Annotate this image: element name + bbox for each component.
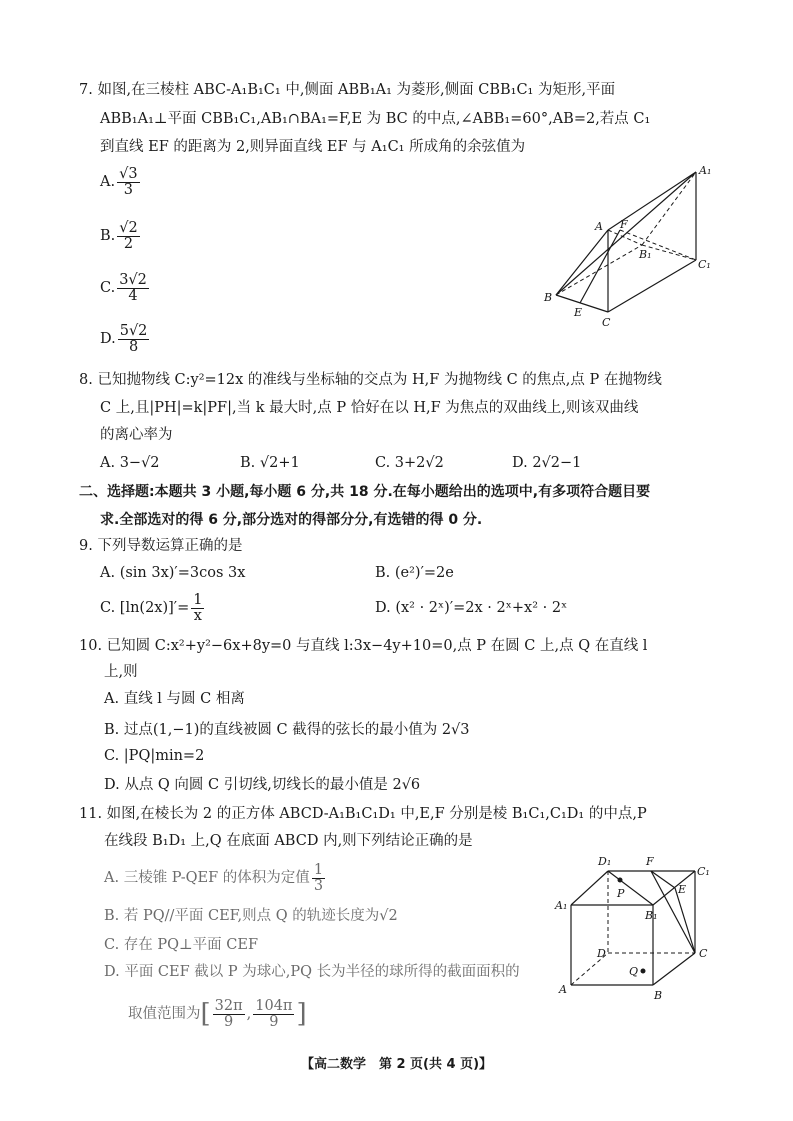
q7-option-d: D. $\frac{5√2}{8}$ — [100, 322, 148, 355]
label-a1: A₁ — [699, 164, 712, 177]
label-a: A — [595, 220, 603, 233]
label-a: A — [559, 983, 567, 996]
q11-option-b: B. 若 PQ//平面 CEF,则点 Q 的轨迹长度为√2 — [104, 908, 398, 924]
label-c: C — [602, 316, 611, 329]
q11-line-1: 11. 如图,在棱长为 2 的正方体 ABCD-A₁B₁C₁D₁ 中,E,F 分别是棱 B₁C₁,C₁D₁ 的中点,P — [79, 806, 647, 822]
q8-option-a: A. 3−√2 — [100, 455, 160, 471]
q10-line-2: 上,则 — [104, 664, 138, 680]
label-q: Q — [629, 965, 639, 978]
q9-option-a: A. (sin 3x)′=3cos 3x — [100, 565, 246, 581]
q8-option-d: D. 2√2−1 — [512, 455, 582, 471]
label-c: C — [699, 947, 708, 960]
q7-line-3: 到直线 EF 的距离为 2,则异面直线 EF 与 A₁C₁ 所成角的余弦值为 — [100, 139, 526, 155]
q7-prism-figure — [540, 160, 730, 335]
q7-line-2: ABB₁A₁⊥平面 CBB₁C₁,AB₁∩BA₁=F,E 为 BC 的中点,∠ABB₁=60°,AB=2,若点 C₁ — [100, 111, 651, 127]
q11-option-d-line-2: 取值范围为[ $\frac{32\pi}{9}$ , $\frac{104\pi}{9}$ ] — [128, 997, 307, 1030]
q8-line-1: 8. 已知抛物线 C:y²=12x 的准线与坐标轴的交点为 H,F 为抛物线 C 的焦点,点 P 在抛物线 — [79, 372, 662, 388]
q11-option-a: A. 三棱锥 P-QEF 的体积为定值 $\frac{1}{3}$ — [104, 861, 324, 894]
section-2-header-line-2: 求.全部选对的得 6 分,部分选对的得部分分,有选错的得 0 分. — [100, 512, 483, 528]
label-c1: C₁ — [697, 865, 710, 878]
q11-option-c: C. 存在 PQ⊥平面 CEF — [104, 937, 259, 953]
q7-option-b: B. $\frac{√2}{2}$ — [100, 219, 138, 252]
q10-option-a: A. 直线 l 与圆 C 相离 — [104, 691, 245, 707]
page-footer: 【高二数学 第 2 页(共 4 页)】 — [300, 1057, 493, 1072]
label-a1: A₁ — [555, 899, 568, 912]
q8-option-b: B. √2+1 — [240, 455, 300, 471]
q8-line-2: C 上,且|PH|=k|PF|,当 k 最大时,点 P 恰好在以 H,F 为焦点的双曲线上,则该双曲线 — [100, 400, 639, 416]
label-d: D — [597, 947, 606, 960]
q8-option-c: C. 3+2√2 — [375, 455, 444, 471]
q8-line-3: 的离心率为 — [100, 427, 173, 443]
q9-stem: 9. 下列导数运算正确的是 — [79, 538, 243, 554]
q7-option-a: A. $\frac{√3}{3}$ — [100, 165, 138, 198]
label-b1: B₁ — [645, 909, 658, 922]
label-b: B — [654, 989, 663, 1002]
q11-option-d-line-1: D. 平面 CEF 截以 P 为球心,PQ 长为半径的球所得的截面面积的 — [104, 964, 520, 980]
label-p: P — [617, 887, 625, 900]
label-f: F — [646, 855, 654, 868]
q9-option-d: D. (x² · 2ˣ)′=2x · 2ˣ+x² · 2ˣ — [375, 600, 568, 616]
label-c1: C₁ — [698, 258, 711, 271]
label-d1: D₁ — [598, 855, 612, 868]
q10-option-d: D. 从点 Q 向圆 C 引切线,切线长的最小值是 2√6 — [104, 777, 421, 793]
q7-option-c: C. $\frac{3√2}{4}$ — [100, 271, 147, 304]
q10-option-b: B. 过点(1,−1)的直线被圆 C 截得的弦长的最小值为 2√3 — [104, 722, 470, 738]
label-e: E — [574, 306, 583, 319]
q9-option-c: C. [ln(2x)]′= $\frac{1}{x}$ — [100, 591, 203, 624]
q11-line-2: 在线段 B₁D₁ 上,Q 在底面 ABCD 内,则下列结论正确的是 — [104, 833, 473, 849]
q10-line-1: 10. 已知圆 C:x²+y²−6x+8y=0 与直线 l:3x−4y+10=0,点 P 在圆 C 上,点 Q 在直线 l — [79, 638, 648, 654]
section-2-header-line-1: 二、选择题:本题共 3 小题,每小题 6 分,共 18 分.在每小题给出的选项中,有多项符合题目要 — [79, 484, 651, 500]
label-e: E — [678, 883, 687, 896]
q7-line-1: 7. 如图,在三棱柱 ABC-A₁B₁C₁ 中,侧面 ABB₁A₁ 为菱形,侧面 CBB₁C₁ 为矩形,平面 — [79, 82, 616, 98]
label-b1: B₁ — [639, 248, 652, 261]
q11-cube-figure — [553, 853, 723, 1013]
label-f: F — [620, 218, 628, 231]
q10-option-c: C. |PQ|min=2 — [104, 748, 205, 764]
label-b: B — [544, 291, 553, 304]
q9-option-b: B. (e²)′=2e — [375, 565, 454, 581]
